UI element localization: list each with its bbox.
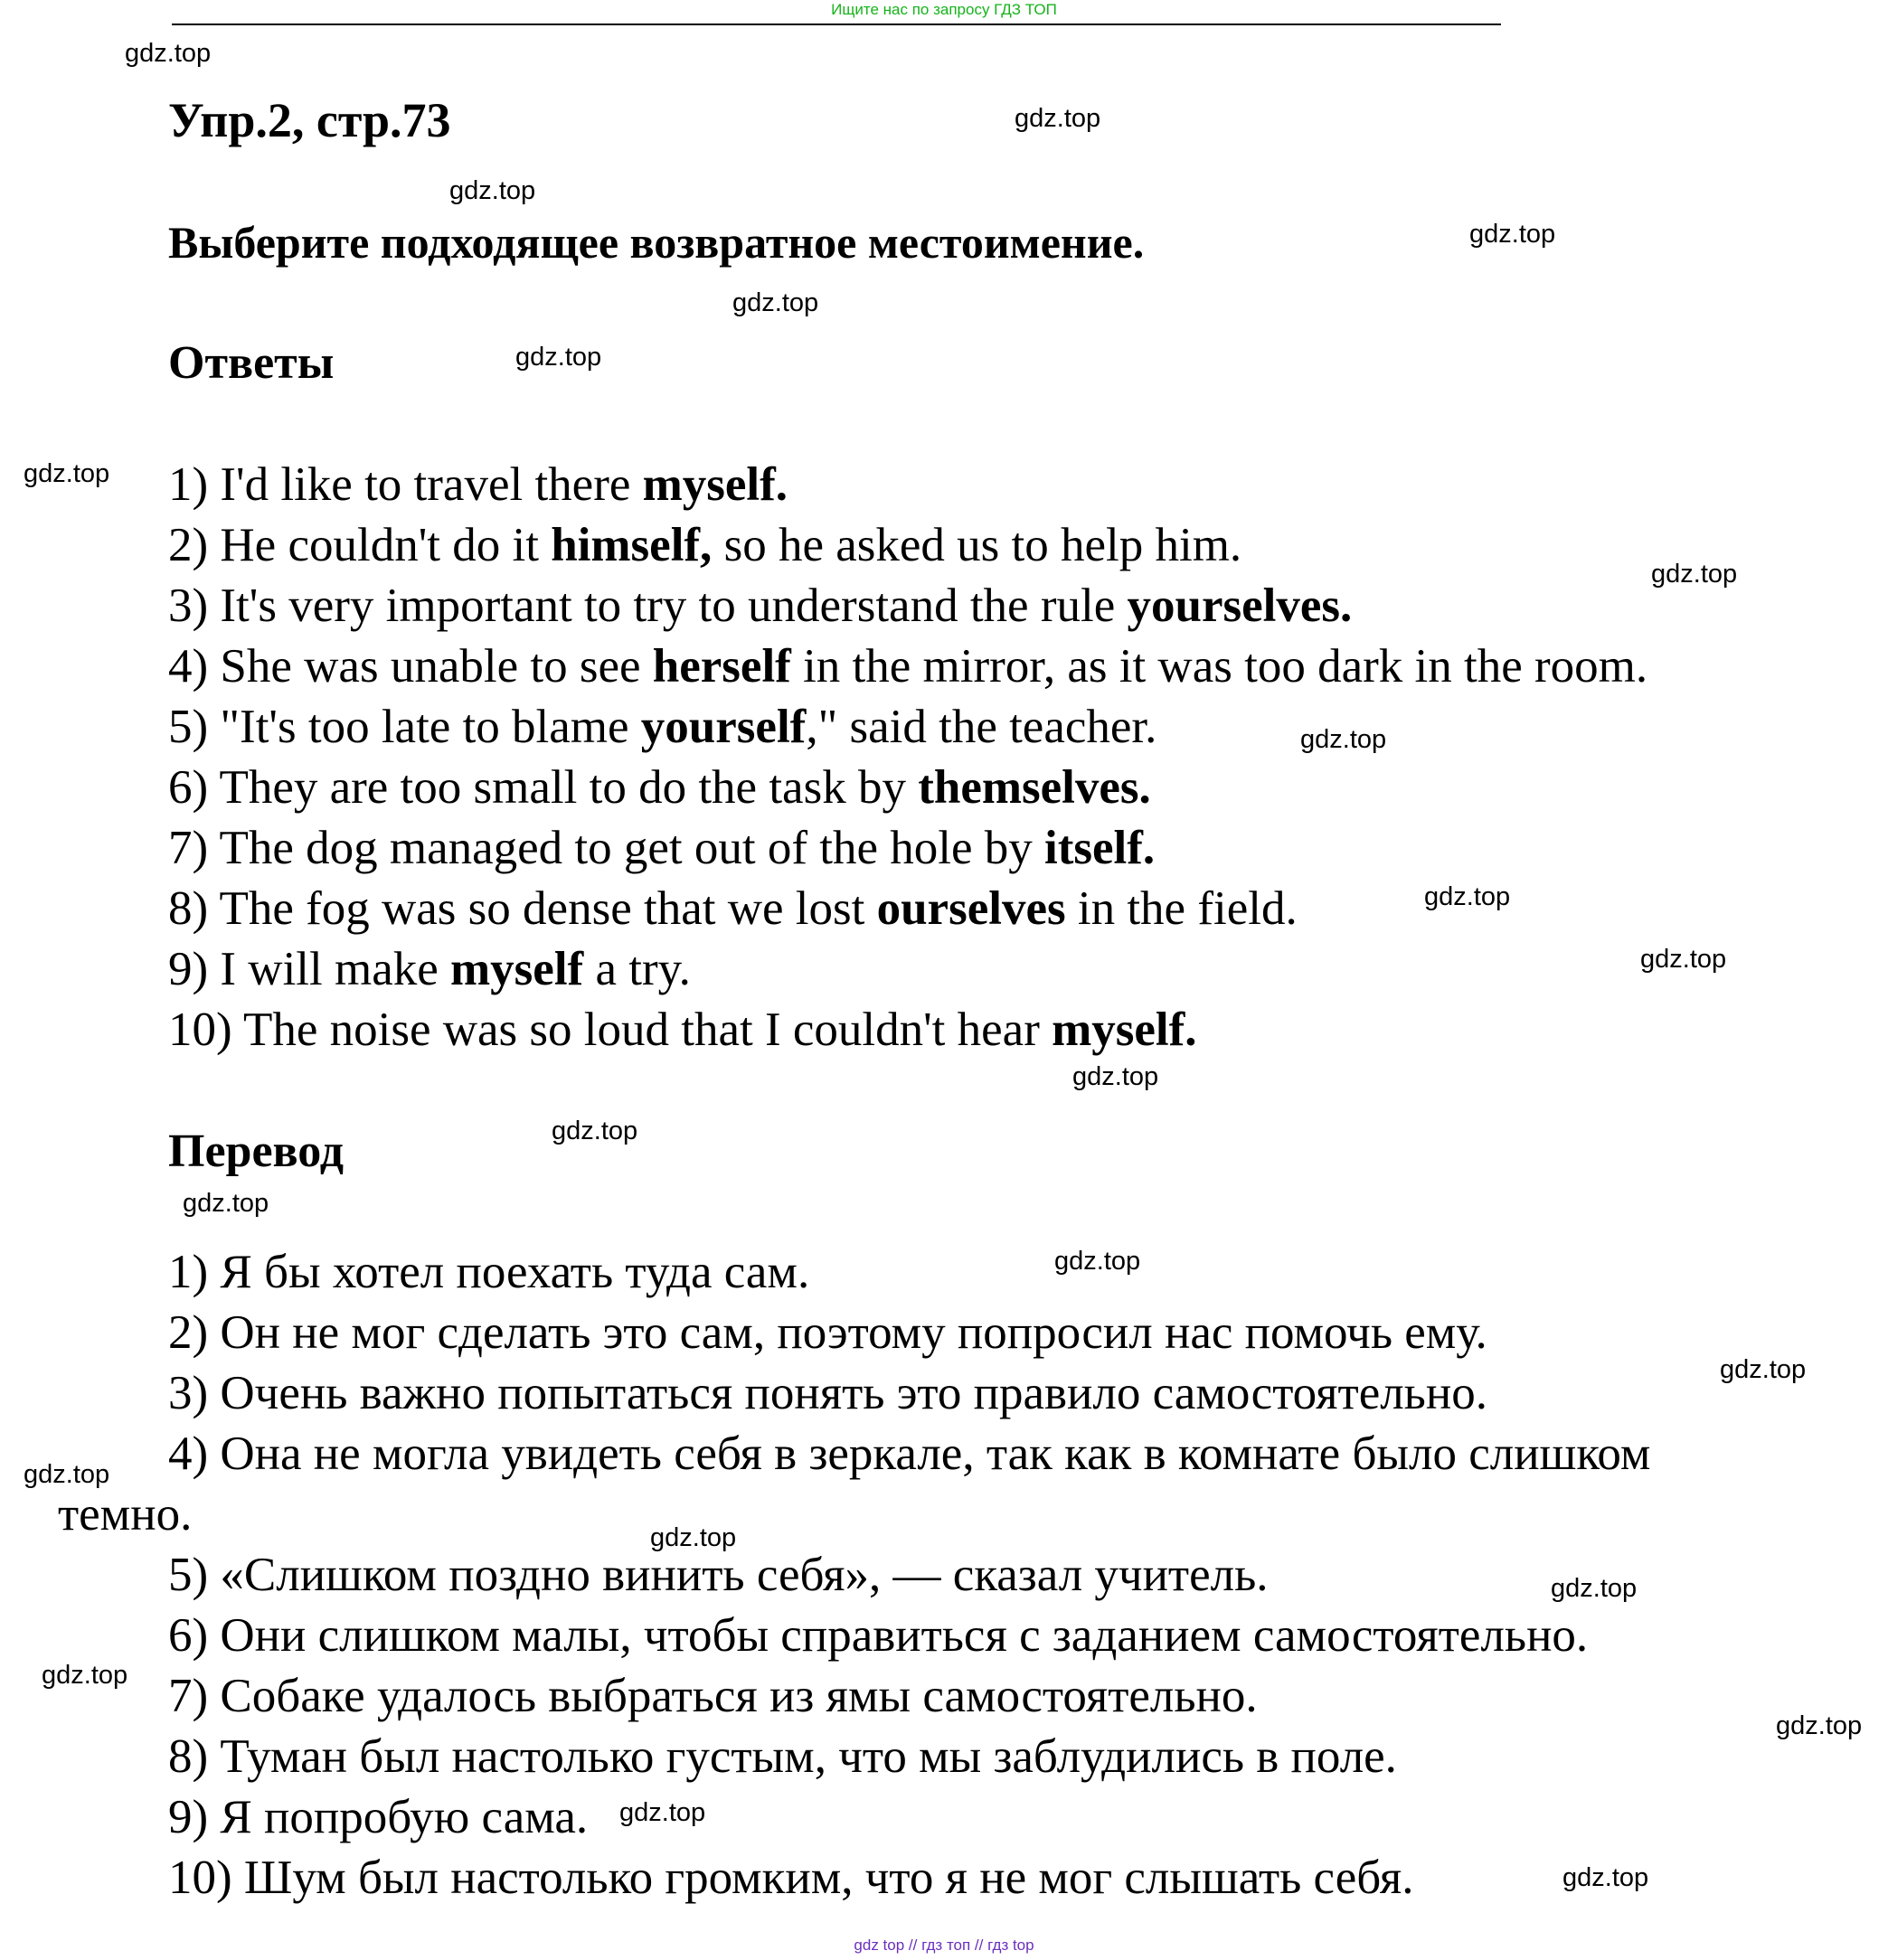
watermark: gdz.top — [1720, 1355, 1807, 1384]
translation-item: 4) Она не могла увидеть себя в зеркале, так как в комнате было слишком — [168, 1428, 1651, 1480]
answer-item: 2) He couldn't do it himself, so he asked us to help him. — [168, 519, 1242, 571]
answer-item: 1) I'd like to travel there myself. — [168, 458, 788, 511]
watermark: gdz.top — [650, 1523, 737, 1552]
watermark: gdz.top — [449, 176, 536, 205]
answer-item: 3) It's very important to try to understand the rule yourselves. — [168, 580, 1353, 632]
watermark: gdz.top — [24, 459, 110, 488]
translation-item: 9) Я попробую сама. — [168, 1791, 589, 1843]
answers-heading: Ответы — [168, 337, 335, 389]
watermark: gdz.top — [183, 1189, 269, 1218]
translation-item: 1) Я бы хотел поехать туда сам. — [168, 1246, 810, 1298]
watermark: gdz.top — [1776, 1711, 1863, 1740]
translation-item: 10) Шум был настолько громким, что я не мог слышать себя. — [168, 1852, 1414, 1904]
translation-item-continuation: темно. — [58, 1488, 193, 1541]
watermark: gdz.top — [1300, 725, 1387, 754]
translation-item: 2) Он не мог сделать это сам, поэтому попросил нас помочь ему. — [168, 1306, 1487, 1359]
translation-item: 3) Очень важно попытаться понять это правило самостоятельно. — [168, 1367, 1487, 1419]
answer-item: 5) "It's too late to blame yourself," said the teacher. — [168, 701, 1157, 753]
footer-links: gdz top // гдз топ // гдз top — [854, 1936, 1034, 1954]
watermark: gdz.top — [1054, 1247, 1141, 1276]
answer-item: 4) She was unable to see herself in the mirror, as it was too dark in the room. — [168, 640, 1648, 693]
watermark: gdz.top — [619, 1798, 706, 1827]
translation-item: 7) Собаке удалось выбраться из ямы самостоятельно. — [168, 1670, 1258, 1722]
watermark: gdz.top — [24, 1460, 110, 1489]
translation-heading: Перевод — [168, 1126, 345, 1177]
watermark: gdz.top — [1424, 882, 1511, 911]
task-instruction: Выберите подходящее возвратное местоимение. — [168, 217, 1145, 268]
watermark: gdz.top — [552, 1117, 638, 1145]
watermark: gdz.top — [125, 39, 212, 68]
watermark: gdz.top — [1015, 104, 1101, 133]
translation-item: 6) Они слишком малы, чтобы справиться с заданием самостоятельно. — [168, 1609, 1589, 1662]
translation-item: 8) Туман был настолько густым, что мы заблудились в поле. — [168, 1730, 1397, 1783]
watermark: gdz.top — [732, 288, 819, 317]
top-divider — [172, 24, 1501, 25]
answer-item: 10) The noise was so loud that I couldn't hear myself. — [168, 1004, 1197, 1056]
watermark: gdz.top — [515, 343, 602, 372]
watermark: gdz.top — [1651, 560, 1738, 589]
answer-item: 8) The fog was so dense that we lost ourselves in the field. — [168, 882, 1298, 935]
translation-item: 5) «Слишком поздно винить себя», — сказал учитель. — [168, 1549, 1269, 1601]
watermark: gdz.top — [1072, 1062, 1159, 1091]
answer-item: 6) They are too small to do the task by themselves. — [168, 761, 1151, 814]
page-title: Упр.2, стр.73 — [168, 93, 451, 147]
watermark: gdz.top — [1551, 1574, 1638, 1603]
watermark: gdz.top — [1562, 1863, 1649, 1892]
answer-item: 9) I will make myself a try. — [168, 943, 691, 995]
watermark: gdz.top — [1640, 945, 1727, 974]
watermark: gdz.top — [1469, 220, 1556, 249]
watermark: gdz.top — [42, 1661, 128, 1690]
answers-list — [168, 455, 1647, 1060]
answer-item: 7) The dog managed to get out of the hole by itself. — [168, 822, 1156, 874]
search-banner: Ищите нас по запросу ГДЗ ТОП — [831, 1, 1057, 18]
